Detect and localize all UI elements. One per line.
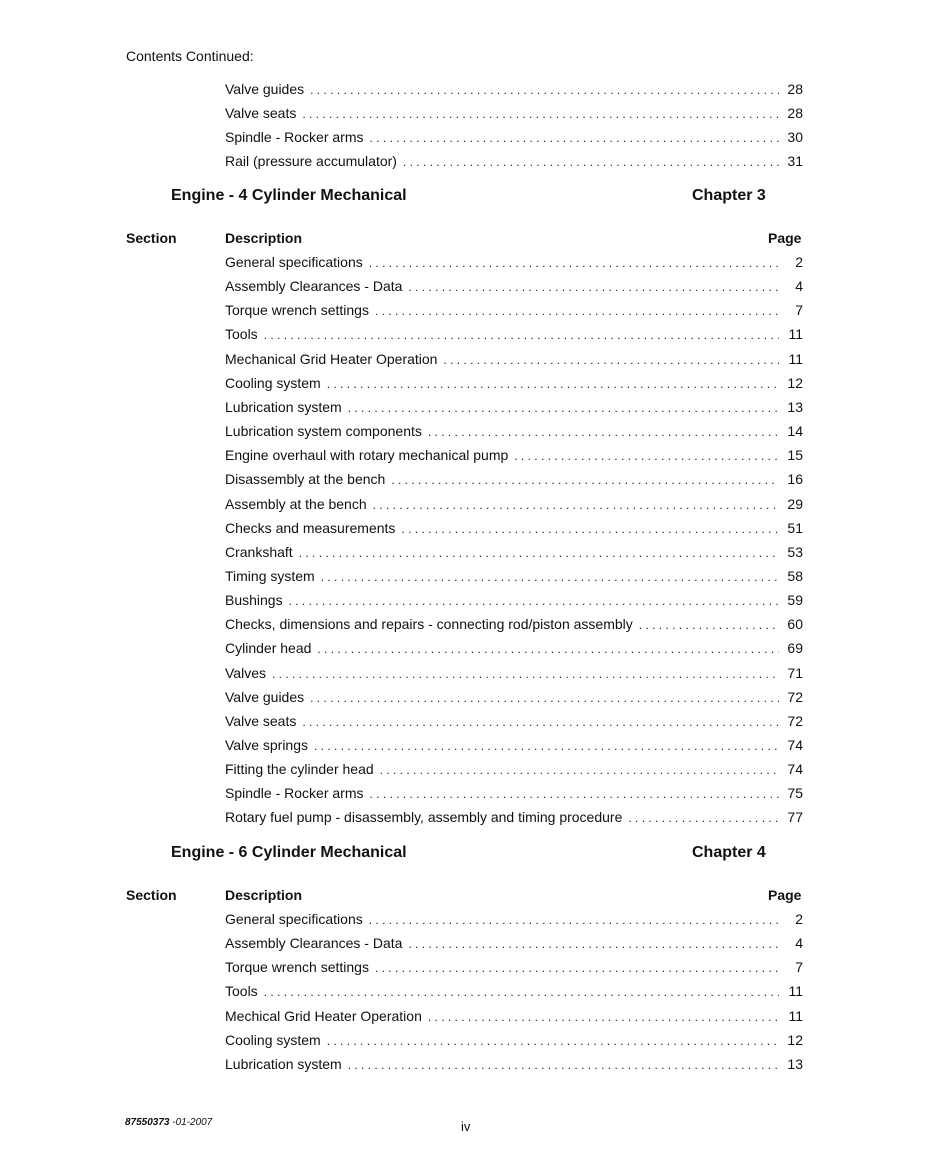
toc-entry[interactable] (225, 518, 803, 538)
chapter-3-section-header: Section (126, 230, 177, 246)
toc-entry-page: 69 (787, 640, 803, 657)
footer-document-code (125, 1117, 212, 1128)
toc-entry-label: Valve springs (225, 737, 309, 753)
dot-leader (370, 784, 780, 804)
toc-entry-label: Engine overhaul with rotary mechanical pump (225, 447, 509, 464)
toc-entry-page: 59 (787, 592, 803, 609)
toc-entry-label: Mechanical Grid Heater Operation (225, 350, 438, 367)
toc-entry[interactable] (225, 807, 803, 827)
toc-entry-page: 2 (795, 254, 803, 270)
toc-entry-page: 7 (795, 959, 803, 976)
toc-entry-label: Lubrication system (225, 1055, 342, 1072)
toc-entry[interactable] (225, 79, 803, 99)
toc-entry-page: 4 (795, 278, 803, 295)
footer-doc-number: 87550373 (125, 1117, 170, 1128)
dot-leader (428, 422, 779, 442)
toc-entry-label: Checks and measurements (225, 519, 396, 536)
toc-entry[interactable] (225, 687, 803, 707)
toc-entry-page: 74 (787, 737, 803, 753)
toc-entry[interactable] (225, 566, 803, 586)
toc-entry[interactable] (225, 711, 803, 731)
dot-leader (443, 350, 779, 370)
toc-entry[interactable] (225, 590, 803, 610)
dot-leader (348, 398, 779, 418)
toc-entry[interactable] (225, 957, 803, 977)
toc-entry[interactable] (225, 252, 803, 272)
toc-entry-page: 14 (787, 423, 803, 440)
dot-leader (428, 1007, 779, 1027)
chapter-4-number: Chapter 4 (692, 844, 766, 861)
chapter-4-description-header: Description (225, 887, 303, 903)
toc-entry-page: 72 (787, 712, 803, 729)
toc-entry-label: Spindle - Rocker arms (225, 129, 364, 145)
toc-entry[interactable] (225, 300, 803, 320)
chapter-4-title: Engine - 6 Cylinder Mechanical (171, 844, 407, 861)
dot-leader (348, 1055, 779, 1075)
toc-entry[interactable] (225, 445, 803, 465)
dot-leader (375, 958, 779, 978)
footer-doc-date: -01-2007 (169, 1117, 213, 1128)
toc-entry[interactable] (225, 469, 803, 489)
toc-entry[interactable] (225, 1006, 803, 1026)
chapter-4-page-header: Page (768, 887, 802, 903)
toc-entry-label: General specifications (225, 911, 363, 927)
toc-entry-page: 75 (787, 785, 803, 802)
toc-entry[interactable] (225, 373, 803, 393)
toc-entry-label: Valve guides (225, 688, 305, 705)
toc-entry[interactable] (225, 324, 803, 344)
chapter-3-title: Engine - 4 Cylinder Mechanical (171, 187, 407, 204)
toc-entry[interactable] (225, 397, 803, 417)
toc-entry-page: 11 (788, 983, 803, 1000)
toc-entry-page: 11 (788, 350, 803, 367)
toc-entry-page: 29 (787, 495, 803, 512)
toc-entry-page: 15 (787, 447, 803, 464)
dot-leader (408, 934, 779, 954)
dot-leader (264, 325, 779, 345)
dot-leader (299, 543, 779, 563)
toc-entry-label: General specifications (225, 254, 363, 270)
toc-entry-label: Lubrication system (225, 398, 342, 415)
toc-entry-label: Valve guides (225, 81, 305, 97)
toc-entry-page: 2 (795, 911, 803, 927)
toc-entry-page: 53 (787, 543, 803, 560)
toc-entry-label: Timing system (225, 567, 315, 584)
chapter-3-number: Chapter 3 (692, 187, 766, 204)
dot-leader (370, 128, 780, 148)
toc-entry-label: Lubrication system components (225, 423, 422, 440)
dot-leader (302, 104, 779, 124)
toc-entry[interactable] (225, 981, 803, 1001)
toc-entry-page: 77 (787, 809, 803, 826)
dot-leader (514, 446, 779, 466)
toc-entry-page: 74 (787, 761, 803, 778)
toc-entry-label: Rotary fuel pump - disassembly, assembly and timing procedure (225, 809, 623, 826)
toc-entry[interactable] (225, 1054, 803, 1074)
toc-entry[interactable] (225, 276, 803, 296)
toc-entry-label: Rail (pressure accumulator) (225, 153, 397, 169)
toc-entry-page: 58 (787, 567, 803, 584)
toc-entry-label: Mechical Grid Heater Operation (225, 1007, 422, 1024)
toc-entry-page: 12 (787, 1031, 803, 1048)
contents-continued-heading: Contents Continued: (126, 48, 254, 64)
dot-leader (289, 591, 779, 611)
dot-leader (639, 615, 779, 635)
toc-entry-page: 16 (787, 471, 803, 488)
toc-entry[interactable] (225, 349, 803, 369)
toc-entry-page: 30 (787, 129, 803, 145)
toc-entry[interactable] (225, 127, 803, 147)
dot-leader (391, 470, 779, 490)
toc-entry-page: 13 (787, 1055, 803, 1072)
toc-entry[interactable] (225, 494, 803, 514)
toc-entry-label: Tools (225, 326, 258, 343)
toc-entry-label: Valves (225, 664, 266, 681)
toc-entry-page: 60 (787, 616, 803, 633)
toc-entry-page: 31 (787, 153, 803, 169)
toc-entry-page: 12 (787, 374, 803, 391)
dot-leader (264, 982, 779, 1002)
toc-entry-page: 72 (787, 688, 803, 705)
toc-entry-label: Assembly at the bench (225, 495, 367, 512)
dot-leader (327, 374, 779, 394)
chapter-3-page-header: Page (768, 230, 802, 246)
toc-entry-label: Checks, dimensions and repairs - connecting rod/piston assembly (225, 616, 633, 633)
toc-entry-page: 71 (787, 664, 803, 681)
toc-entry-label: Torque wrench settings (225, 959, 369, 976)
toc-entry[interactable] (225, 933, 803, 953)
toc-entry[interactable] (225, 759, 803, 779)
toc-entry-label: Assembly Clearances - Data (225, 935, 403, 952)
toc-entry-label: Cooling system (225, 374, 321, 391)
dot-leader (628, 808, 779, 828)
dot-leader (401, 519, 779, 539)
dot-leader (317, 639, 779, 659)
toc-entry-label: Bushings (225, 592, 283, 609)
chapter-4-section-header: Section (126, 887, 177, 903)
toc-entry-label: Valve seats (225, 105, 297, 121)
toc-entry[interactable] (225, 542, 803, 562)
toc-entry-label: Crankshaft (225, 543, 293, 560)
dot-leader (403, 152, 779, 172)
toc-entry-page: 4 (795, 935, 803, 952)
toc-entry-label: Cylinder head (225, 640, 312, 657)
toc-entry-page: 28 (787, 105, 803, 121)
dot-leader (380, 760, 779, 780)
dot-leader (310, 688, 779, 708)
toc-entry-label: Torque wrench settings (225, 302, 369, 319)
chapter-3-description-header: Description (225, 230, 303, 246)
toc-entry-page: 11 (788, 1007, 803, 1024)
toc-entry-page: 28 (787, 81, 803, 97)
dot-leader (321, 567, 779, 587)
toc-entry[interactable] (225, 663, 803, 683)
toc-entry-page: 13 (787, 398, 803, 415)
toc-entry-label: Disassembly at the bench (225, 471, 386, 488)
dot-leader (314, 736, 779, 756)
toc-entry-label: Assembly Clearances - Data (225, 278, 403, 295)
toc-entry[interactable] (225, 638, 803, 658)
toc-entry[interactable] (225, 151, 803, 171)
toc-entry-label: Spindle - Rocker arms (225, 785, 364, 802)
dot-leader (369, 253, 779, 273)
dot-leader (375, 301, 779, 321)
toc-entry[interactable] (225, 1030, 803, 1050)
toc-entry-label: Fitting the cylinder head (225, 761, 374, 778)
dot-leader (302, 712, 779, 732)
toc-entry-label: Tools (225, 983, 258, 1000)
toc-entry[interactable] (225, 614, 803, 634)
footer-page-number: iv (461, 1119, 471, 1134)
toc-entry-page: 11 (788, 326, 803, 343)
toc-entry[interactable] (225, 783, 803, 803)
toc-entry[interactable] (225, 421, 803, 441)
toc-entry-label: Valve seats (225, 712, 297, 729)
toc-entry[interactable] (225, 735, 803, 755)
toc-entry-page: 51 (787, 519, 803, 536)
toc-entry-page: 7 (795, 302, 803, 319)
dot-leader (272, 664, 779, 684)
dot-leader (310, 80, 779, 100)
toc-entry-label: Cooling system (225, 1031, 321, 1048)
toc-entry[interactable] (225, 909, 803, 929)
dot-leader (369, 910, 779, 930)
dot-leader (408, 277, 779, 297)
toc-entry[interactable] (225, 103, 803, 123)
dot-leader (327, 1031, 779, 1051)
dot-leader (373, 495, 779, 515)
